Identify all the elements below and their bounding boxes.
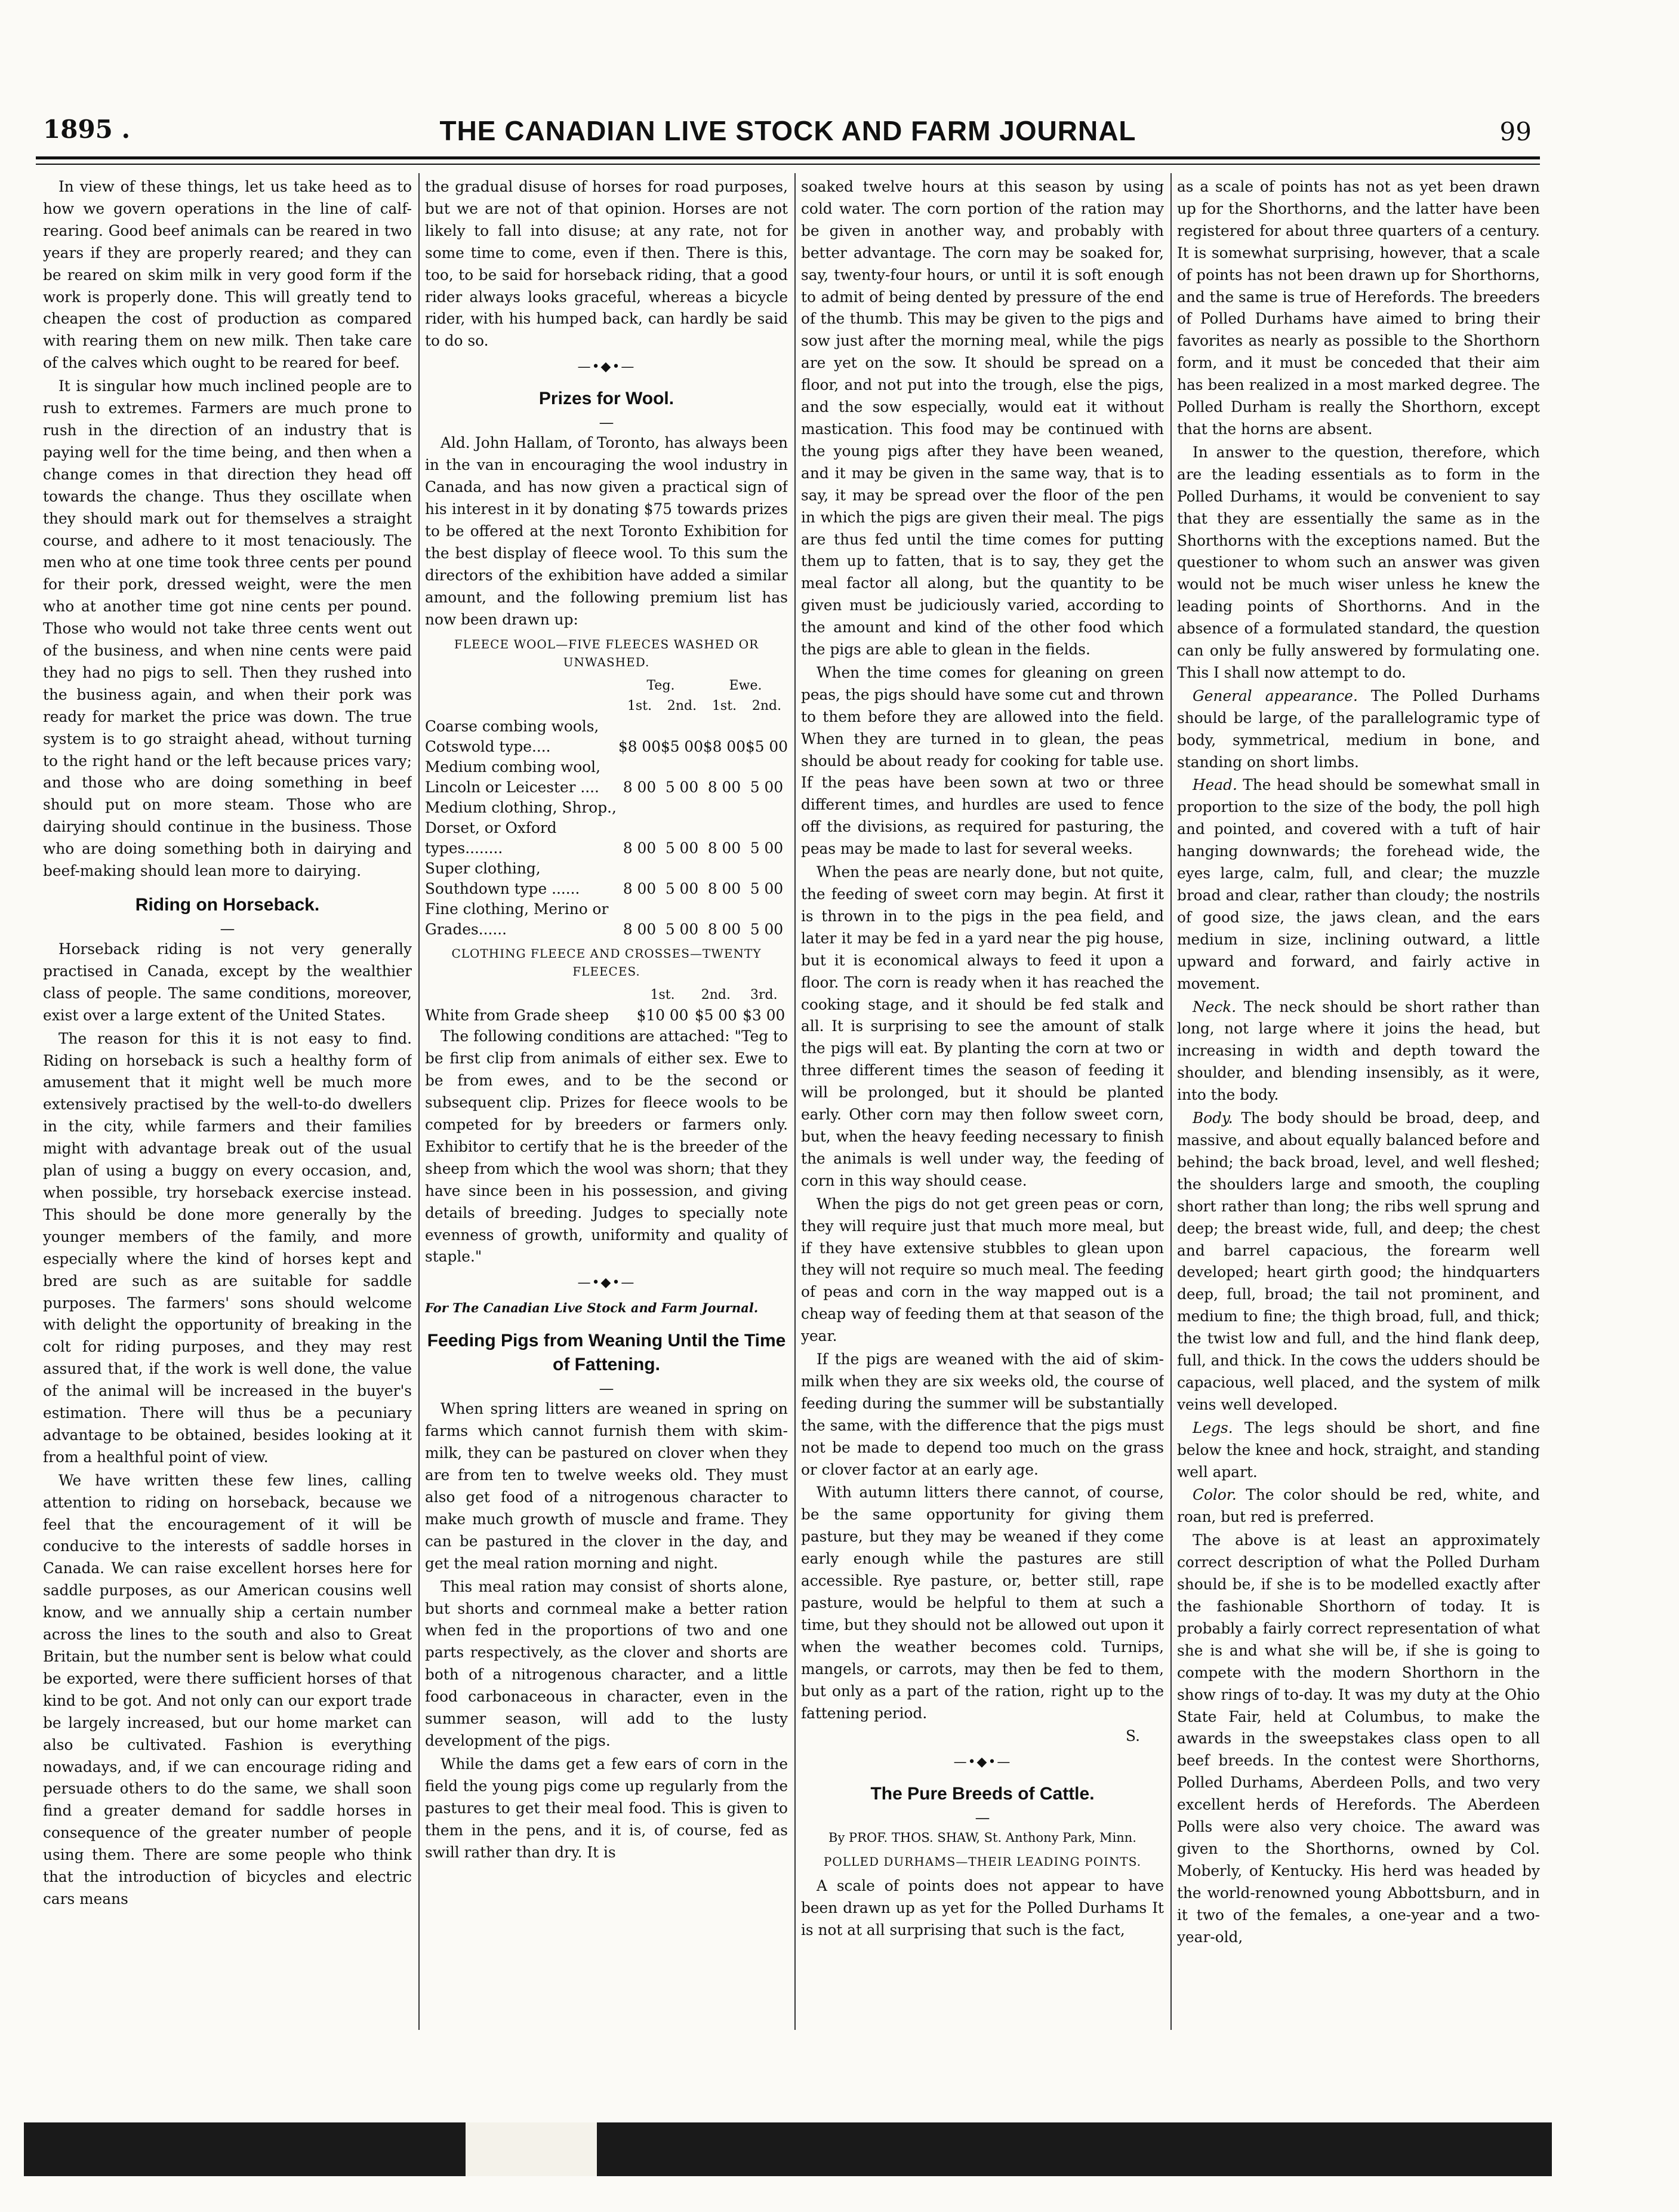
- point-label: Neck.: [1193, 998, 1237, 1016]
- row-label: Super clothing, Southdown type ......: [425, 860, 580, 898]
- prize-value: $5 00: [745, 738, 788, 756]
- scan-edge-gap: [466, 2122, 597, 2176]
- prize-value: 8 00: [707, 839, 741, 857]
- column-divider: [418, 173, 420, 2030]
- col-2nd: 2nd.: [751, 699, 782, 714]
- paragraph: When the pigs do not get green peas or corn, they will require just that much more meal, but if they have extensive stubbles to glean upon they will not require so much meal. The feeding of peas and corn in the way mapped out is a cheap way of feeding them at that season of the year.: [801, 1195, 1164, 1345]
- paragraph: [1177, 685, 1540, 774]
- prize-value: 8 00: [623, 779, 657, 796]
- prize-value: 5 00: [750, 839, 784, 857]
- heading-dash: —: [975, 1809, 990, 1827]
- prize-table-title: FLEECE WOOL—FIVE FLEECES WASHED OR UNWASHED.: [454, 637, 759, 670]
- prize-value: 8 00: [623, 921, 657, 939]
- article-heading-riding: Riding on Horseback.: [135, 895, 320, 915]
- section-ornament: —•◆•—: [577, 359, 636, 375]
- teg-header: Teg.: [646, 678, 675, 694]
- point-text: The neck should be short rather than long, not large where it joins the head, but increasing in width and depth toward the shoulder, and blending insensibly, as it were, into the body.: [1177, 998, 1540, 1104]
- section-ornament: —•◆•—: [953, 1755, 1012, 1770]
- prize-value: 8 00: [707, 880, 741, 898]
- table-row: [425, 798, 788, 859]
- prize-value: 5 00: [665, 880, 699, 898]
- col-2nd: 2nd.: [701, 987, 731, 1003]
- paragraph: We have written these few lines, calling attention to riding on horseback, because we feel that the encouragement of it will be conducive to the interests of saddle horses in Canada. We can raise excellent horses here for saddle purposes, as our American cousins well know, and we annually ship a certain number across the lines to the south and also to Great Britain, but the number sent is below what could be exported, were there sufficient horses of that kind to be got. And not only can our export trade be largely increased, but our home market can also be cultivated. Fashion is everything nowadays, and, if we can encourage riding and persuade others to do the same, we shall soon find a greater demand for saddle horses in consequence of the greater number of people using them. There are some people who think that the introduction of bicycles and electric cars means: [43, 1471, 412, 1908]
- paragraph: A scale of points does not appear to have been drawn up as yet for the Polled Durhams It is not at all surprising that such is the fact,: [801, 1877, 1164, 1939]
- paragraph: The above is at least an approximately correct description of what the Polled Durham should be, if she is to be modelled exactly after the fashionable Shorthorn of today. It is probably a fairly correct representation of what she is and what she will be, if she is going to compete with the modern Shorthorn in the show rings of to-day. It was my duty at the Ohio State Fair, held at Columbus, to make the awards in the sweepstakes class open to all beef breeds. In the contest were Shorthorns, Polled Durhams, Aberdeen Polls, and two very excellent herds of Herefords. The Aberdeen Polls were also very choice. The award was given to the Shorthorns, owned by Col. Moberly, of Kentucky. His herd was headed by the world-renowned young Abbottsburn, and in it two of the females, a one-year and a two-year-old,: [1177, 1531, 1540, 1946]
- column-3: [801, 176, 1164, 2030]
- paragraph: It is singular how much inclined people are to rush to extremes. Farmers are much prone to rush in the direction of an industry that is paying well for the time being, and then when a change comes in that direction they head off towards the change. Thus they oscillate when they should mark out for themselves a straight course, and adhere to it most tenaciously. The men who at one time took three cents per pound for their pork, dressed weight, were the men who at another time got nine cents per pound. Those who would not take three cents went out of the business, and when nine cents were paid they had no pigs to sell. Then they rushed into the business again, and when their pork was ready for market the price was down. The true system is to go straight ahead, without turning to the right hand or the left because prices vary; and those who are doing something in beef should put on more steam. Those who are dairying should continue in the business. Those who are doing something both in dairying and beef-making should lean more to dairying.: [43, 377, 412, 880]
- table-row: [425, 757, 788, 798]
- column-divider: [794, 173, 796, 2030]
- col-2nd: 2nd.: [667, 699, 697, 714]
- point-label: General appearance.: [1193, 687, 1358, 704]
- prize-value: 5 00: [665, 779, 699, 796]
- prize-value: 5 00: [665, 839, 699, 857]
- column-divider: [1170, 173, 1172, 2030]
- prize-table-title: CLOTHING FLEECE AND CROSSES—TWENTY FLEECES.: [451, 946, 762, 979]
- paragraph: the gradual disuse of horses for road purposes, but we are not of that opinion. Horses are not likely to fall into disuse; at any rate, not for some time to come, even if then. There is this, too, to be said for horseback riding, that a good rider always looks graceful, whereas a bicycle rider, with his humped back, can hardly be said to do so.: [425, 178, 788, 350]
- paragraph: When the time comes for gleaning on green peas, the pigs should have some cut and thrown to them before they are allowed into the field. When they are turned in to glean, the peas should be about ready for cooking for table use. If the peas have been sown at two or three different times, and hurdles are used to fence off the divisions, as required for pasturing, the peas may be made to last for several weeks.: [801, 663, 1164, 858]
- col-1st: 1st.: [711, 699, 737, 714]
- paragraph: Horseback riding is not very generally practised in Canada, except by the wealthier class of people. The same conditions, moreover, exist over a large extent of the United States.: [43, 940, 412, 1024]
- heading-dash: —: [599, 414, 614, 432]
- table-row: [425, 859, 788, 899]
- paragraph: [1177, 1417, 1540, 1484]
- row-label: Fine clothing, Merino or Grades......: [425, 900, 609, 939]
- prize-value: 5 00: [665, 921, 699, 939]
- header-rule-thin: [36, 164, 1540, 165]
- row-label: Coarse combing wools, Cotswold type....: [425, 718, 599, 756]
- paragraph: The following conditions are attached: "Teg to be first clip from animals of either sex. Ewe to be from ewes, and to be the second or subsequent clip. Prizes for fleece wools to be competed for by breeders or farmers only. Exhibitor to certify that he is the breeder of the sheep from which the wool was shorn; that they have since been in his possession, and giving details of breeding. Judges to specially note evenness of growth, uniformity and quality of staple.": [425, 1027, 788, 1266]
- paragraph: soaked twelve hours at this season by using cold water. The corn portion of the ration may be given in another way, and probably with better advantage. The corn may be soaked for, say, twenty-four hours, or until it is soft enough to admit of being dented by pressure of the end of the thumb. This may be given to the pigs and sow just after the morning meal, while the pigs are yet on the sow. It should be spread on a floor, and not put into the trough, else the pigs, and the sow especially, would eat it without mastication. This food may be continued with the young pigs after they have been weaned, and it may be given in the same way, that is to say, it may be spread over the floor of the pen in which the pigs are given their meal. The pigs are thus fed until the time comes for putting them up to fatten, that is to say, they get the meal factor all along, but the quantity to be given must be judiciously varied, according to the amount and kind of the other food which the pigs are able to glean in the fields.: [801, 178, 1164, 659]
- table-row: [425, 1005, 788, 1026]
- prize-value: 8 00: [707, 779, 741, 796]
- paragraph: Ald. John Hallam, of Toronto, has always been in the van in encouraging the wool industry in Canada, and has now given a practical sign of his interest in it by donating $75 towards prizes to be offered at the next Toronto Exhibition for the best display of fleece wool. To this sum the directors of the exhibition have added a similar amount, and the following premium list has now been drawn up:: [425, 434, 788, 628]
- paragraph: When spring litters are weaned in spring on farms which cannot furnish them with skim-milk, they can be pastured on clover when they are from ten to twelve weeks old. They must also get food of a nitrogenous character to make much growth of muscle and frame. They can be pastured in the clover in the day, and get the meal ration morning and night.: [425, 1400, 788, 1572]
- issue-year: 1895 .: [43, 115, 131, 144]
- col-1st: 1st.: [627, 699, 652, 714]
- paragraph: If the pigs are weaned with the aid of skim-milk when they are six weeks old, the course of feeding during the summer will be substantially the same, with the difference that the pigs must not be made to depend too much on the grass or clover factor at an early age.: [801, 1350, 1164, 1478]
- paragraph: With autumn litters there cannot, of course, be the same opportunity for giving them pasture, but they may be weaned if they come early enough while the pastures are still accessible. Rye pasture, or, better still, rape pasture, would be helpful to them at such a time, but they should not be allowed out upon it when the weather becomes cold. Turnips, mangels, or carrots, may then be fed to them, but only as a part of the ration, right up to the fattening period.: [801, 1484, 1164, 1722]
- point-label: Color.: [1193, 1486, 1237, 1504]
- heading-dash: —: [599, 1380, 614, 1398]
- prize-value: $8 00: [618, 738, 661, 756]
- point-label: Legs.: [1193, 1419, 1233, 1436]
- paragraph: [1177, 1484, 1540, 1528]
- clothing-prize-table: [425, 985, 788, 1026]
- article-heading-pigs: Feeding Pigs from Weaning Until the Time of Fattening.: [427, 1331, 786, 1375]
- paragraph: This meal ration may consist of shorts alone, but shorts and cornmeal make a better ration when fed in the proportions of two and one parts respectively, as the clover and shorts are both of a nitrogenous character, and a little food carbonaceous in character, even in the summer season, will add to the lusty development of the pigs.: [425, 1577, 788, 1749]
- paragraph: [1177, 774, 1540, 995]
- paragraph: When the peas are nearly done, but not quite, the feeding of sweet corn may begin. At first it is thrown in to the pigs in the pea field, and later it may be fed in a yard near the pig house, but it is economical always to feed it upon a floor. The corn is ready when it has reached the cooking stage, and it should be fed stalk and all. It is surprising to see the amount of stalk the pigs will eat. By planting the corn at two or three different times the season of feeding it will be prolonged, but it should be planted early. Other corn may then follow sweet corn, but, when the heavy feeding necessary to finish the animals is well under way, the feeding of corn in this way should cease.: [801, 863, 1164, 1189]
- article-credit: For The Canadian Live Stock and Farm Journal.: [425, 1300, 759, 1316]
- page-header: [36, 115, 1540, 156]
- journal-title: THE CANADIAN LIVE STOCK AND FARM JOURNAL: [439, 115, 1136, 146]
- prize-value: 8 00: [623, 880, 657, 898]
- point-text: The body should be broad, deep, and massive, and about equally balanced before and behind; the back broad, level, and well fleshed; the shoulders large and smooth, the coupling short rather than long; the ribs well sprung and deep; the breast wide, full, and deep; the chest and barrel capacious, the forearm well developed; heart girth good; the hindquarters deep, full, broad; the tail not prominent, and medium to fine; the thigh broad, full, and thick; the twist low and full, and the hind flank deep, full, and thick. In the cows the udders should be capacious, well placed, and the system of milk veins well developed.: [1177, 1109, 1540, 1413]
- subheading: POLLED DURHAMS—THEIR LEADING POINTS.: [823, 1854, 1142, 1869]
- article-heading-wool: Prizes for Wool.: [538, 389, 674, 409]
- paragraph: as a scale of points has not as yet been drawn up for the Shorthorns, and the latter have been registered for about three quarters of a century. It is somewhat surprising, however, that a scale of points has not been drawn up for Shorthorns, and the same is true of Herefords. The breeders of Polled Durhams have aimed to bring their favorites as nearly as possible to the Shorthorn form, and it must be conceded that their aim has been realized in a most marked degree. The Polled Durham is really the Shorthorn, except that the horns are absent.: [1177, 178, 1540, 438]
- row-label: Medium combing wool, Lincoln or Leicester ....: [425, 758, 600, 796]
- table-row: [425, 899, 788, 940]
- column-4: [1177, 176, 1540, 2030]
- prize-value: 5 00: [750, 779, 784, 796]
- row-label: White from Grade sheep: [425, 1007, 609, 1025]
- prize-value: $3 00: [743, 1007, 785, 1025]
- point-text: The color should be red, white, and roan, but red is preferred.: [1177, 1486, 1540, 1526]
- col-3rd: 3rd.: [750, 987, 778, 1003]
- page-number: 99: [1499, 117, 1532, 146]
- prize-value: 8 00: [707, 921, 741, 939]
- column-1: [43, 176, 412, 2030]
- point-label: Head.: [1193, 776, 1237, 794]
- paragraph: The reason for this it is not easy to find. Riding on horseback is such a healthy form of amusement that it might well be much more extensively practised by the well-to-do dwellers in the city, while farmers and their families might with advantage break out of the usual plan of using a buggy on every occasion, and, when possible, try horseback exercise instead. This should be done more generally by the younger members of the family, and more especially where the kind of horses kept and bred are such as are suitable for saddle purposes. The farmers' sons should welcome with delight the opportunity of breaking in the colt for riding purposes, and they may rest assured that, if the work is well done, the value of the animal will be increased in the buyer's estimation. There will thus be a pecuniary advantage to be obtained, besides looking at it from a healthful point of view.: [43, 1029, 412, 1466]
- row-label: Medium clothing, Shrop., Dorset, or Oxford types........: [425, 799, 617, 857]
- prize-value: 8 00: [623, 839, 657, 857]
- col-1st: 1st.: [650, 987, 675, 1003]
- paragraph: While the dams get a few ears of corn in the field the young pigs come up regularly from the pastures to get their meal food. This is given to them in the pens, and it is, of course, fed as swill rather than dry. It is: [425, 1755, 788, 1861]
- point-label: Body.: [1193, 1109, 1233, 1127]
- heading-dash: —: [220, 920, 235, 937]
- paragraph: In answer to the question, therefore, which are the leading essentials as to form in the Polled Durhams, it would be convenient to say that they are essentially the same as in the Shorthorns with the exceptions named. But the questioner to whom such an answer was given would not be much wiser unless he knew the leading points of Shorthorns. And in the absence of a formulated standard, the question can only be fully answered by formulating one. This I shall now attempt to do.: [1177, 443, 1540, 681]
- prize-value: 5 00: [750, 880, 784, 898]
- paragraph: In view of these things, let us take heed as to how we govern operations in the line of calf-rearing. Good beef animals can be reared in two years if they are properly reared; and they can be reared on skim milk in very good form if the work is properly done. This will greatly tend to cheapen the cost of production as compared with rearing them on new milk. Then take care of the calves which ought to be reared for beef.: [43, 178, 412, 372]
- column-2: [425, 176, 788, 2030]
- paragraph: [1177, 1107, 1540, 1416]
- author-initial: S.: [1126, 1727, 1140, 1745]
- ewe-header: Ewe.: [729, 678, 762, 694]
- paragraph: [1177, 996, 1540, 1107]
- scan-edge-bar: [24, 2122, 1552, 2176]
- table-row: [425, 716, 788, 757]
- section-ornament: —•◆•—: [577, 1275, 636, 1291]
- prize-value: $5 00: [694, 1007, 737, 1025]
- point-text: The legs should be short, and fine below the knee and hock, straight, and standing well apart.: [1177, 1419, 1540, 1481]
- byline: By PROF. THOS. SHAW, St. Anthony Park, Minn.: [828, 1830, 1136, 1845]
- article-heading-breeds: The Pure Breeds of Cattle.: [870, 1784, 1095, 1804]
- prize-value: 5 00: [750, 921, 784, 939]
- point-text: The Polled Durhams should be large, of the parallelogramic type of body, symmetrical, medium in bone, and standing on short limbs.: [1177, 687, 1540, 771]
- fleece-prize-table: [425, 676, 788, 940]
- header-rule-thick: [36, 156, 1540, 159]
- prize-value: $10 00: [636, 1007, 689, 1025]
- point-text: The head should be somewhat small in proportion to the size of the body, the poll high and pointed, and covered with a tuft of hair hanging downwards; the forehead wide, the eyes large, calm, full, and clear; the muzzle broad and clear, rather than cloudy; the nostrils of good size, the jaws clean, and the ears medium in size, inclining outward, a little upward and forward, and fairly active in movement.: [1177, 776, 1540, 992]
- prize-value: $5 00: [661, 738, 703, 756]
- prize-value: $8 00: [703, 738, 745, 756]
